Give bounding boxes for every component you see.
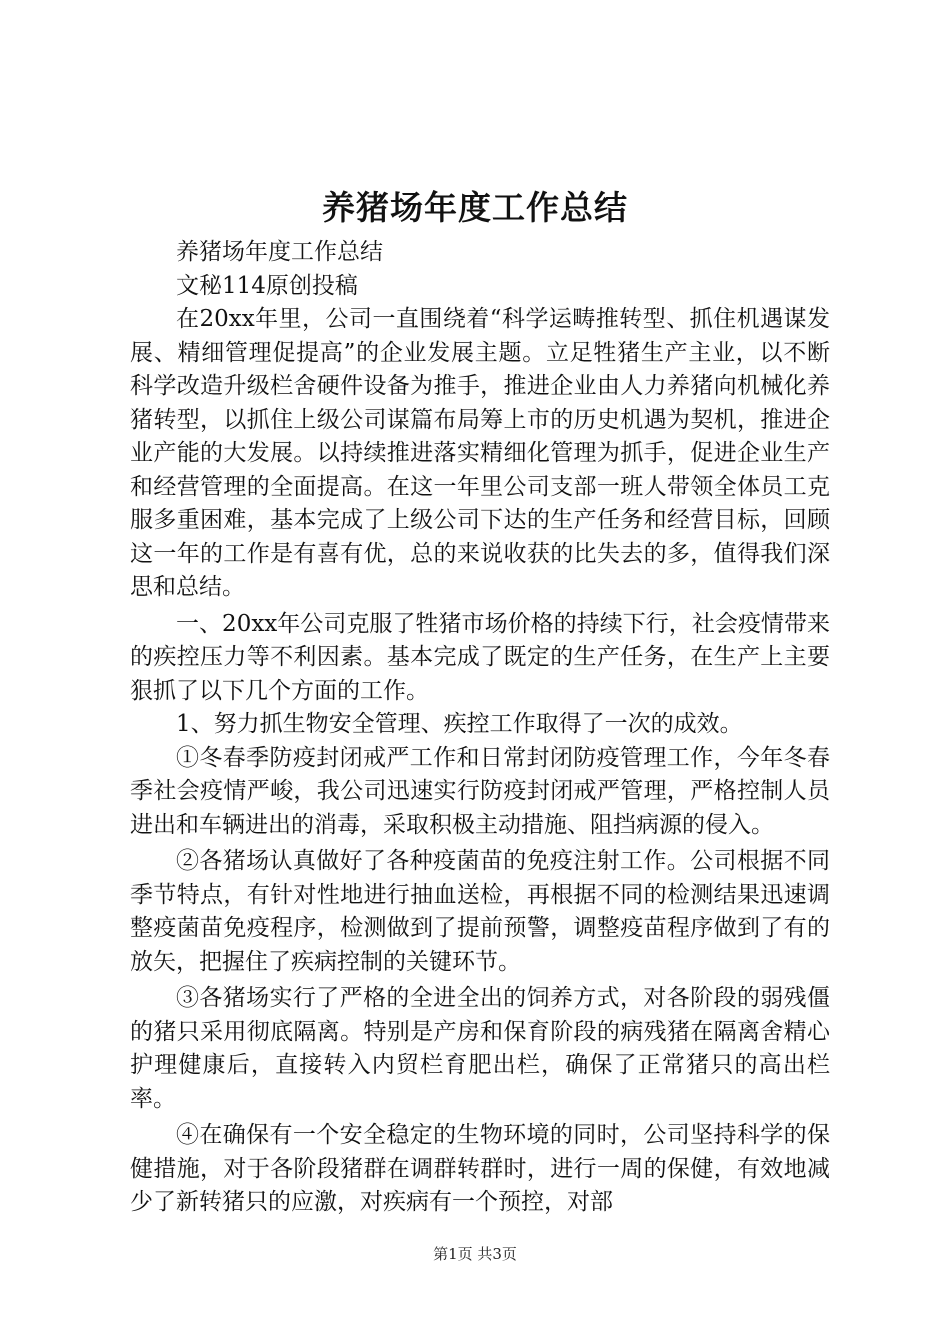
page-footer: 第1页 共3页 (433, 1245, 517, 1263)
paragraph-point-3: ③各猪场实行了严格的全进全出的饲养方式，对各阶段的弱残僵的猪只采用彻底隔离。特别是产房和保育阶段的病残猪在隔离舍精心护理健康后，直接转入内贸栏育肥出栏，确保了正常猪只的高出栏率。 (130, 985, 830, 1112)
paragraph-subtitle: 养猪场年度工作总结 (176, 239, 383, 265)
paragraph-source: 文秘114原创投稿 (176, 272, 358, 299)
document-title: 养猪场年度工作总结 (322, 188, 628, 227)
paragraph-intro: 在20xx年里，公司一直围绕着“科学运畴推转型、抓住机遇谋发展、精细管理促提高”的企业发展主题。立足牲猪生产主业，以不断科学改造升级栏舍硬件设备为推手，推进企业由人力养猪向机械化养猪转型，以抓住上级公司谋篇布局筹上市的历史机遇为契机，推进企业产能的大发展。以持续推进落实精细化管理为抓手，促进企业生产和经营管理的全面提高。在这一年里公司支部一班人带领全体员工克服多重困难，基本完成了上级公司下达的生产任务和经营目标，回顾这一年的工作是有喜有优，总的来说收获的比失去的多，值得我们深思和总结。 (130, 306, 830, 600)
document-body (130, 236, 830, 1220)
paragraph-point-2: ②各猪场认真做好了各种疫菌苗的免疫注射工作。公司根据不同季节特点，有针对性地进行抽血送检，再根据不同的检测结果迅速调整疫菌苗免疫程序，检测做到了提前预警，调整疫苗程序做到了有的放矢，把握住了疾病控制的关键环节。 (130, 848, 830, 975)
paragraph-section-one: 一、20xx年公司克服了牲猪市场价格的持续下行，社会疫情带来的疾控压力等不利因素。基本完成了既定的生产任务，在生产上主要狠抓了以下几个方面的工作。 (130, 610, 830, 704)
paragraph-point-1: ①冬春季防疫封闭戒严工作和日常封闭防疫管理工作，今年冬春季社会疫情严峻，我公司迅速实行防疫封闭戒严管理，严格控制人员进出和车辆进出的消毒，采取积极主动措施、阻挡病源的侵入。 (130, 744, 830, 838)
paragraph-item-one: 1、努力抓生物安全管理、疾控工作取得了一次的成效。 (176, 711, 743, 737)
paragraph-point-4: ④在确保有一个安全稳定的生物环境的同时，公司坚持科学的保健措施，对于各阶段猪群在调群转群时，进行一周的保健，有效地减少了新转猪只的应激，对疾病有一个预控，对部 (130, 1122, 830, 1215)
